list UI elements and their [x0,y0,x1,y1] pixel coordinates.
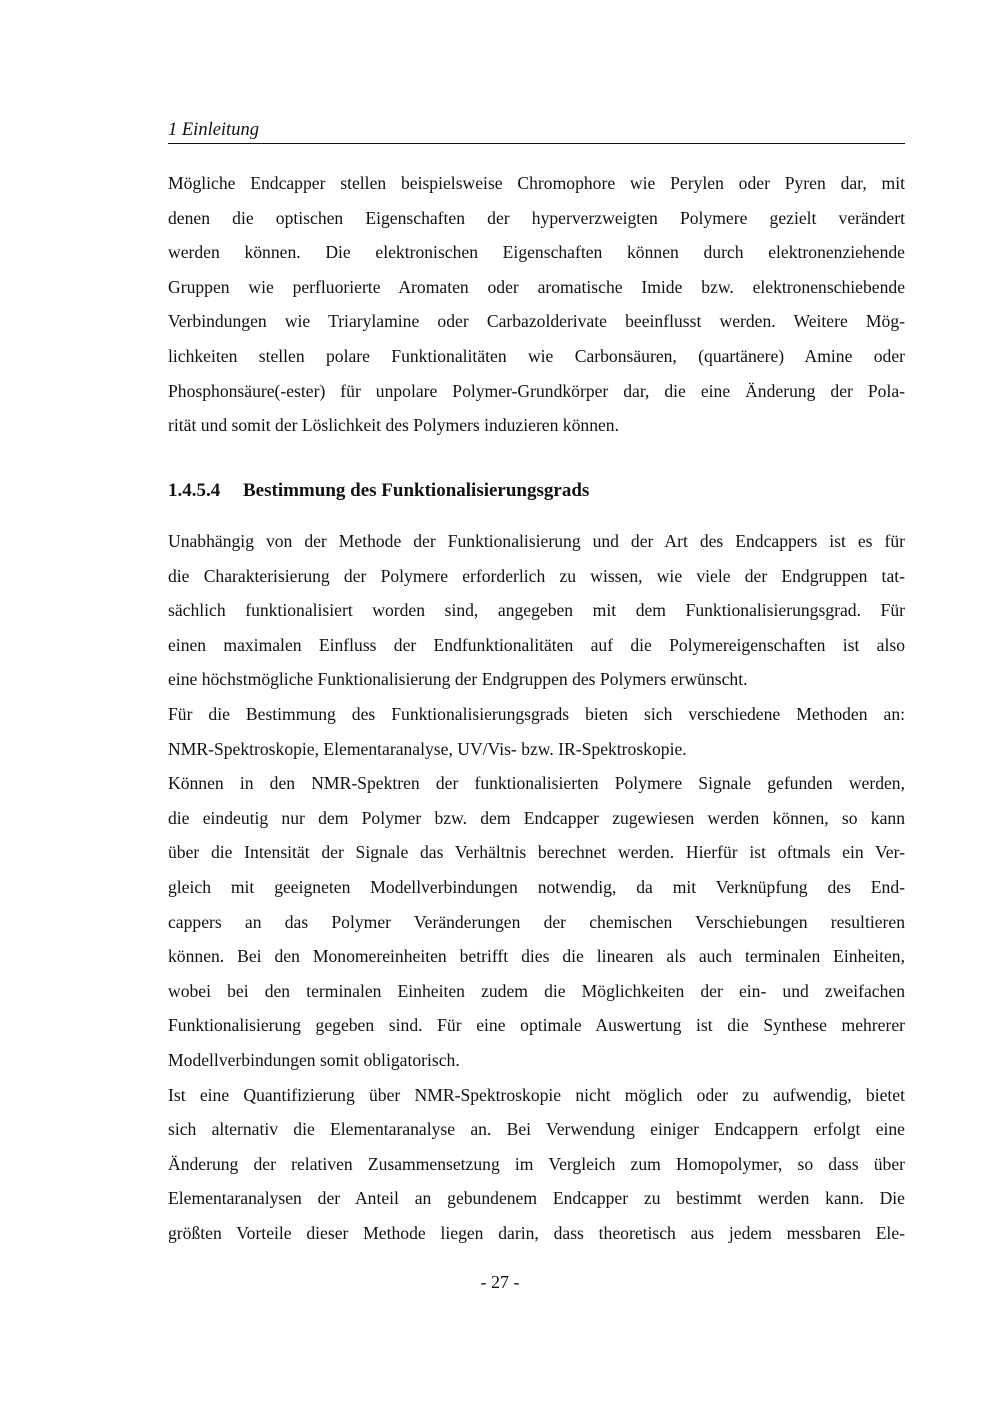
text-line: NMR-Spektroskopie, Elementaranalyse, UV/Vis- bzw. IR-Spektroskopie. [168,738,687,759]
text-line: Änderung der relativen Zusammensetzung im Vergleich zum Homopolymer, so dass über [168,1153,905,1174]
paragraph [168,524,905,697]
text-line: Elementaranalysen der Anteil an gebundenem Endcapper zu bestimmt werden kann. Die [168,1188,905,1209]
text-line: die Charakterisierung der Polymere erforderlich zu wissen, wie viele der Endgruppen tat- [168,565,905,586]
text-line: Phosphonsäure(-ester) für unpolare Polymer-Grundkörper dar, die eine Änderung der Pola- [168,380,905,401]
text-line: cappers an das Polymer Veränderungen der chemischen Verschiebungen resultieren [168,911,905,932]
page-number: - 27 - [480,1272,520,1292]
intro-paragraph [168,166,905,443]
text-line: werden können. Die elektronischen Eigenschaften können durch elektronenziehende [168,242,905,263]
text-line: gleich mit geeigneten Modellverbindungen notwendig, da mit Verknüpfung des End- [168,876,905,897]
paragraph [168,166,905,443]
text-line: sich alternativ die Elementaranalyse an. Bei Verwendung einiger Endcappern erfolgt eine [168,1119,905,1140]
text-line: Können in den NMR-Spektren der funktionalisierten Polymere Signale gefunden werden, [168,773,905,794]
section-number: 1.4.5.4 [168,480,221,501]
paragraph [168,1078,905,1251]
text-line: rität und somit der Löslichkeit des Polymers induzieren können. [168,415,619,436]
running-header [168,119,905,144]
section-title: Bestimmung des Funktionalisierungsgrads [243,480,590,501]
text-line: wobei bei den terminalen Einheiten zudem die Möglichkeiten der ein- und zweifachen [168,980,905,1001]
section-heading [168,480,589,502]
chapter-title: 1 Einleitung [168,120,259,140]
text-line: die eindeutig nur dem Polymer bzw. dem Endcapper zugewiesen werden können, so kann [168,807,905,828]
text-line: Ist eine Quantifizierung über NMR-Spektroskopie nicht möglich oder zu aufwendig, bietet [168,1084,905,1105]
text-line: denen die optischen Eigenschaften der hyperverzweigten Polymere gezielt verändert [168,207,905,228]
text-line: können. Bei den Monomereinheiten betrifft dies die linearen als auch terminalen Einheiten, [168,946,905,967]
text-line: Gruppen wie perfluorierte Aromaten oder aromatische Imide bzw. elektronenschiebende [168,276,905,297]
text-line: Funktionalisierung gegeben sind. Für eine optimale Auswertung ist die Synthese mehrerer [168,1015,905,1036]
section-body [168,524,905,1250]
paragraph [168,766,905,1077]
text-line: lichkeiten stellen polare Funktionalitäten wie Carbonsäuren, (quartänere) Amine oder [168,345,905,366]
text-line: Verbindungen wie Triarylamine oder Carbazolderivate beeinflusst werden. Weitere Mög- [168,311,905,332]
paragraph [168,697,905,766]
text-line: eine höchstmögliche Funktionalisierung der Endgruppen des Polymers erwünscht. [168,669,748,690]
text-line: Unabhängig von der Methode der Funktionalisierung und der Art des Endcappers ist es für [168,531,905,551]
text-line: einen maximalen Einfluss der Endfunktionalitäten auf die Polymereigenschaften ist also [168,634,905,655]
text-line: Modellverbindungen somit obligatorisch. [168,1049,460,1070]
text-line: sächlich funktionalisiert worden sind, angegeben mit dem Funktionalisierungsgrad. Für [168,600,905,621]
text-line: Für die Bestimmung des Funktionalisierungsgrads bieten sich verschiedene Methoden an: [168,703,905,724]
text-line: größten Vorteile dieser Methode liegen darin, dass theoretisch aus jedem messbaren Ele- [168,1222,905,1243]
text-line: über die Intensität der Signale das Verhältnis berechnet werden. Hierfür ist oftmals ein Ver- [168,842,905,863]
text-line: Mögliche Endcapper stellen beispielsweise Chromophore wie Perylen oder Pyren dar, mit [168,173,905,193]
